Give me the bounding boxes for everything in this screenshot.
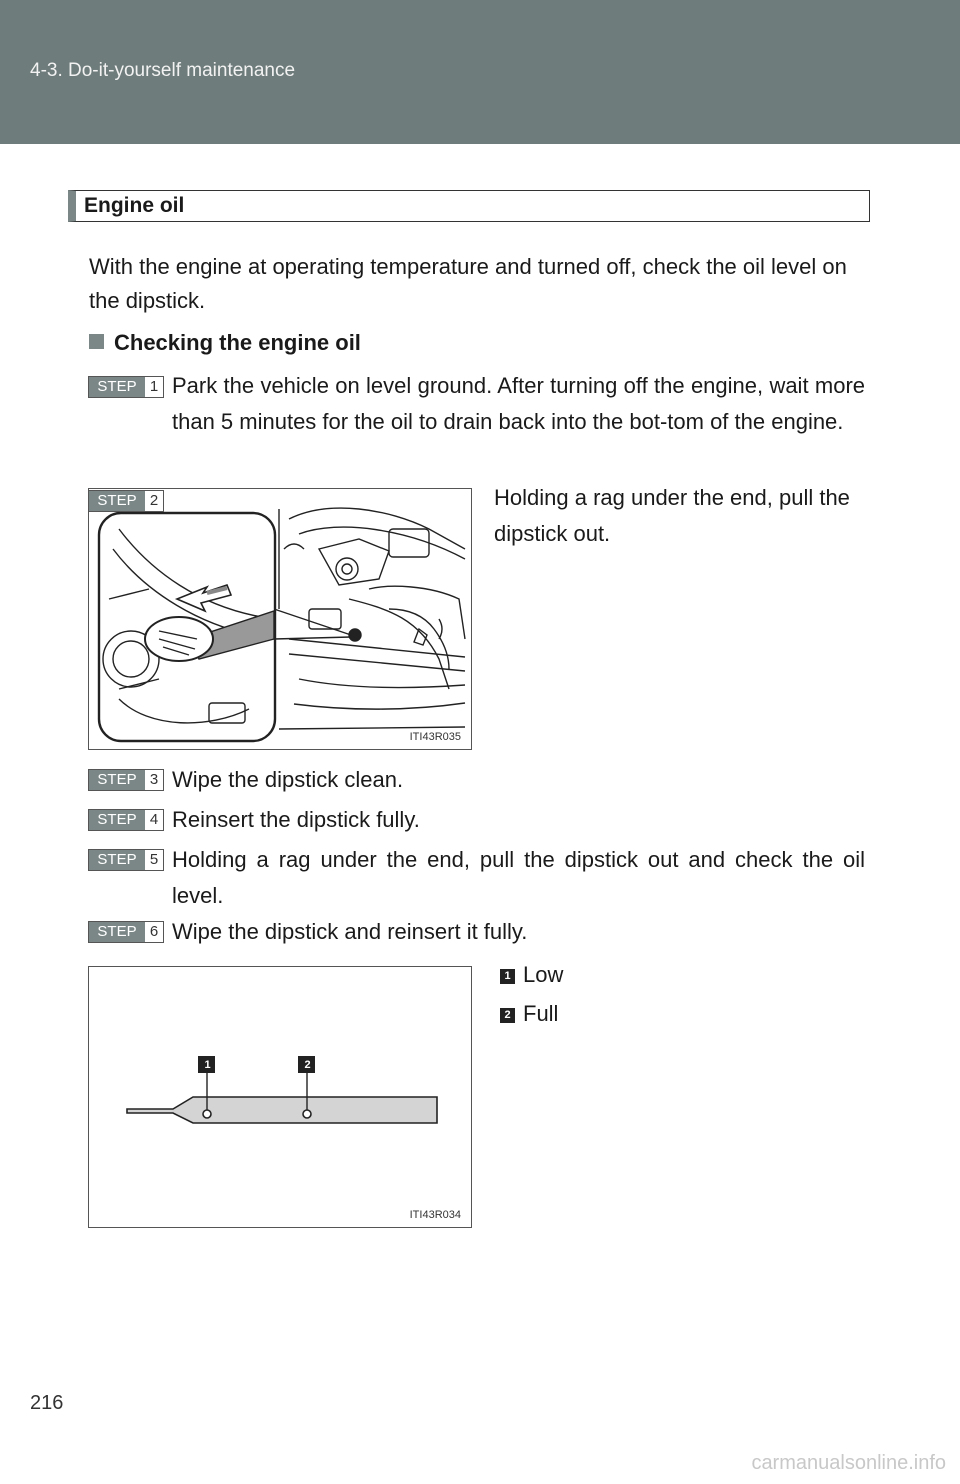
step-number: 4 (149, 811, 159, 828)
step-4-text: Reinsert the dipstick fully. (172, 807, 420, 832)
subheading-text: Checking the engine oil (114, 330, 361, 355)
step-number: 2 (149, 492, 159, 509)
legend-label: Low (523, 962, 564, 987)
step-number: 1 (149, 378, 159, 395)
step-1-text: Park the vehicle on level ground. After turning off the engine, wait more than 5 minutes for the oil to drain back into the bot-tom of the engine. (172, 373, 865, 434)
engine-figure (88, 488, 472, 750)
step-4-badge (88, 809, 164, 831)
step-2-badge (88, 490, 164, 512)
legend-badge: 2 (500, 1008, 515, 1023)
step-number: 3 (149, 771, 159, 788)
legend-full (500, 1001, 558, 1027)
step-label: STEP (89, 377, 145, 397)
figure-id: ITI43R035 (409, 731, 461, 743)
section-title: Engine oil (68, 190, 870, 222)
step-5-text: Holding a rag under the end, pull the dipstick out and check the oil level. (172, 847, 865, 908)
step-6-text: Wipe the dipstick and reinsert it fully. (172, 919, 528, 944)
figure-id: ITI43R034 (409, 1209, 461, 1221)
callout-1-number: 1 (204, 1059, 211, 1071)
subheading (89, 330, 361, 356)
square-bullet-icon (89, 334, 104, 349)
dipstick-figure (88, 966, 472, 1228)
step-1-badge (88, 376, 164, 398)
step-6-badge (88, 921, 164, 943)
step-number: 6 (149, 923, 159, 940)
dipstick-illustration (89, 967, 472, 1228)
step-5-badge (88, 849, 164, 871)
watermark: carmanualsonline.info (751, 1452, 946, 1474)
step-label: STEP (89, 770, 145, 790)
step-label: STEP (89, 922, 145, 942)
step-number: 5 (149, 851, 159, 868)
intro-paragraph: With the engine at operating temperature and turned off, check the oil level on the dipstick. (89, 254, 847, 313)
legend-badge: 1 (500, 969, 515, 984)
page-header (0, 0, 960, 144)
step-2-text: Holding a rag under the end, pull the dipstick out. (494, 485, 850, 546)
step-3-text: Wipe the dipstick clean. (172, 767, 404, 792)
engine-illustration (89, 489, 472, 750)
section-breadcrumb: 4-3. Do-it-yourself maintenance (30, 60, 296, 81)
step-label: STEP (89, 810, 145, 830)
step-3-badge (88, 769, 164, 791)
callout-2-number: 2 (304, 1059, 311, 1071)
legend-label: Full (523, 1001, 559, 1026)
legend-low (500, 962, 563, 988)
page-number: 216 (30, 1392, 64, 1414)
step-label: STEP (89, 850, 145, 870)
step-label: STEP (89, 491, 145, 511)
